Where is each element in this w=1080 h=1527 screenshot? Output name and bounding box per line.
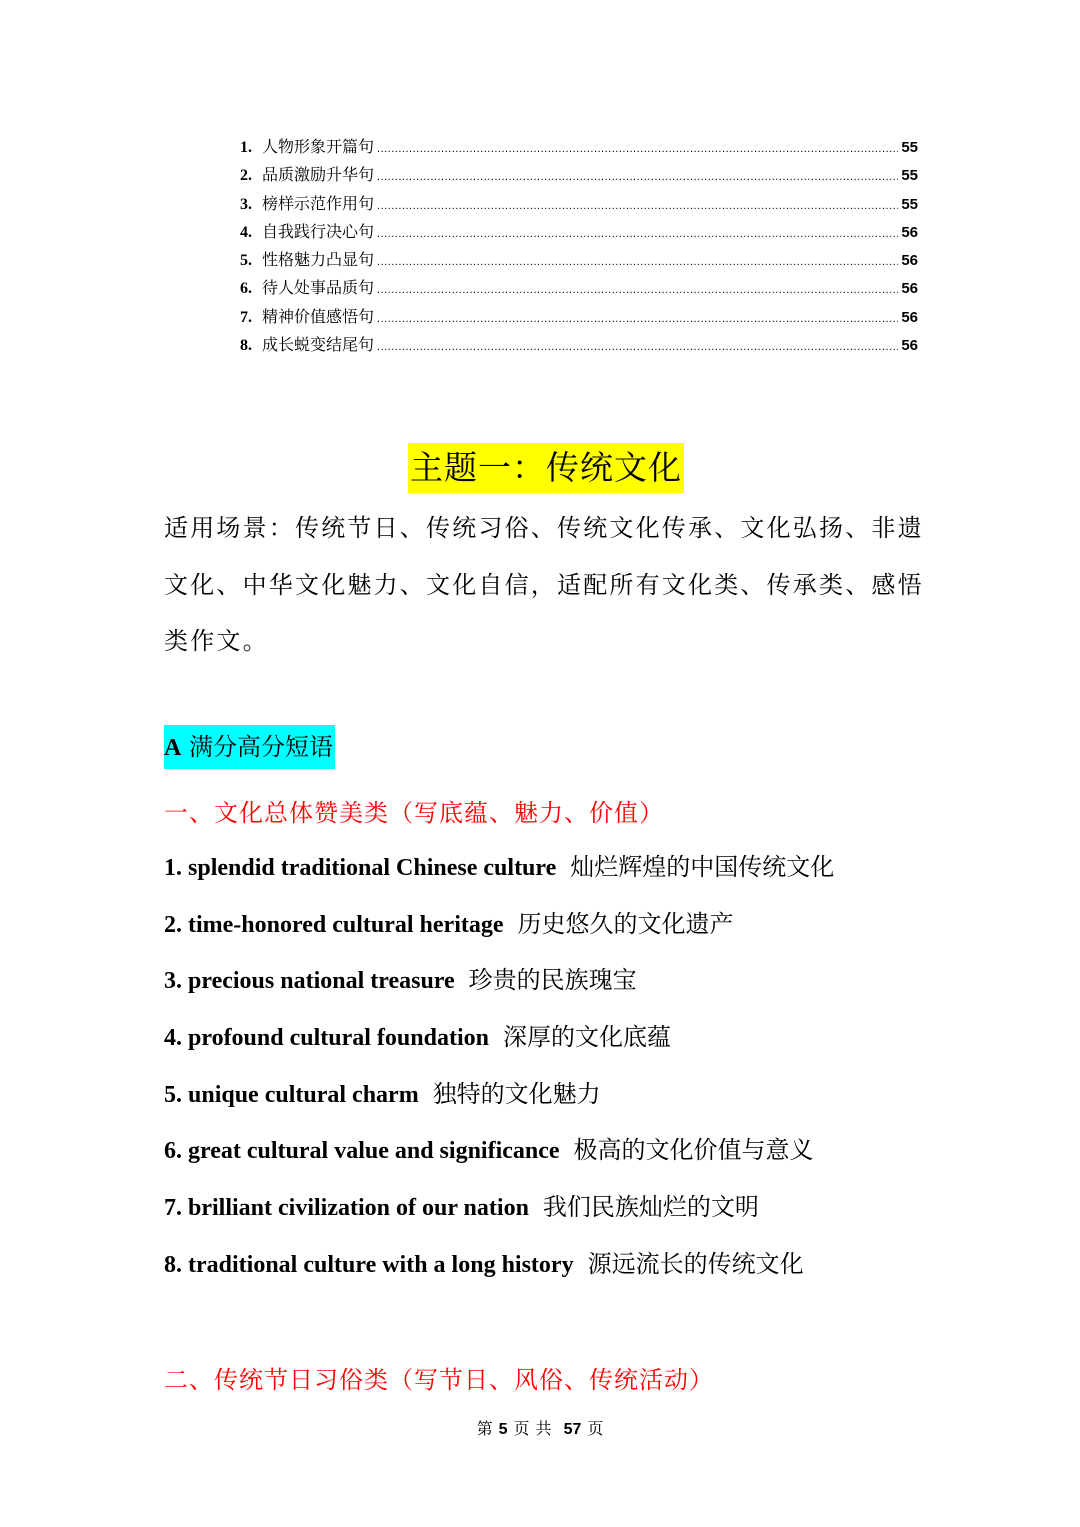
toc-entry[interactable] (240, 331, 918, 359)
toc-entry-title: 精神价值感悟句 (262, 306, 375, 326)
toc-entry-page: 55 (901, 139, 918, 156)
toc-dot-leader (377, 192, 898, 220)
phrase-item (164, 1189, 964, 1246)
phrase-chinese: 独特的文化魅力 (432, 1079, 601, 1108)
toc-entry-page: 56 (901, 223, 918, 241)
toc-dot-leader (377, 248, 898, 276)
phrase-chinese: 极高的文化价值与意义 (573, 1136, 814, 1165)
toc-entry-number: 4. (240, 223, 252, 241)
phrase-english: 1. splendid traditional Chinese culture (164, 855, 557, 881)
toc-dot-leader (377, 333, 898, 361)
toc-entry[interactable] (240, 133, 918, 161)
phrase-item (164, 1019, 964, 1076)
toc-entry-title: 人物形象开篇句 (262, 137, 375, 156)
toc-entry-number: 7. (240, 308, 252, 326)
footer-total-word: 共 (535, 1419, 552, 1438)
toc-entry-page: 56 (901, 280, 918, 298)
toc-entry-number: 6. (240, 280, 252, 298)
toc-entry-title: 品质激励升华句 (262, 165, 375, 185)
theme-heading: 主题一：传统文化 (408, 443, 684, 493)
footer-prefix: 第 (476, 1419, 493, 1438)
toc-entry-title: 自我践行决心句 (262, 221, 375, 241)
phrase-item (164, 1132, 964, 1189)
toc-dot-leader (377, 276, 898, 304)
phrase-item (164, 1246, 964, 1303)
toc-entry[interactable] (240, 190, 918, 218)
phrase-english: 5. unique cultural charm (164, 1081, 419, 1108)
phrase-english: 2. time-honored cultural heritage (164, 911, 504, 938)
category-heading-culture-praise: 一、文化总体赞美类（写底蕴、魅力、价值） (164, 799, 664, 827)
phrase-english: 4. profound cultural foundation (164, 1025, 489, 1052)
page-footer (0, 1416, 1080, 1439)
phrase-chinese: 深厚的文化底蕴 (502, 1023, 671, 1052)
phrase-chinese: 我们民族灿烂的文明 (542, 1193, 759, 1222)
toc-entry[interactable] (240, 218, 918, 246)
toc-entry[interactable] (240, 303, 918, 331)
table-of-contents (240, 133, 918, 359)
phrase-chinese: 源远流长的传统文化 (587, 1249, 804, 1278)
toc-entry-page: 56 (901, 308, 918, 326)
phrase-chinese: 灿烂辉煌的中国传统文化 (570, 853, 835, 881)
footer-page-word: 页 (513, 1419, 530, 1438)
section-a-letter: A (164, 735, 182, 761)
phrase-list (164, 849, 964, 1303)
toc-dot-leader (377, 135, 898, 163)
toc-entry-title: 榜样示范作用句 (262, 193, 375, 213)
toc-entry[interactable] (240, 246, 918, 274)
section-a-label: 满分高分短语 (181, 733, 333, 761)
phrase-item (164, 906, 964, 963)
phrase-english: 7. brilliant civilization of our nation (164, 1195, 529, 1222)
toc-entry-number: 1. (240, 139, 252, 156)
category-heading-festivals: 二、传统节日习俗类（写节日、风俗、传统活动） (164, 1366, 714, 1394)
toc-entry-page: 56 (901, 337, 918, 355)
toc-entry-page: 56 (901, 252, 918, 270)
phrase-item (164, 849, 964, 906)
toc-entry[interactable] (240, 274, 918, 302)
phrase-english: 3. precious national treasure (164, 968, 455, 995)
phrase-item (164, 1076, 964, 1133)
phrase-item (164, 962, 964, 1019)
toc-entry-title: 待人处事品质句 (262, 278, 375, 298)
phrase-english: 8. traditional culture with a long history (164, 1251, 574, 1278)
footer-suffix: 页 (587, 1419, 604, 1438)
toc-dot-leader (377, 305, 898, 333)
toc-dot-leader (377, 163, 898, 191)
phrase-chinese: 珍贵的民族瑰宝 (468, 966, 637, 995)
total-page-count: 57 (563, 1421, 582, 1438)
toc-entry-page: 55 (901, 167, 918, 185)
toc-entry-number: 2. (240, 167, 252, 185)
toc-entry-number: 8. (240, 337, 252, 355)
toc-entry-title: 成长蜕变结尾句 (262, 335, 375, 355)
toc-entry[interactable] (240, 161, 918, 189)
section-a-heading (164, 725, 335, 769)
current-page-number: 5 (498, 1421, 508, 1438)
applicable-scenes-paragraph: 适用场景：传统节日、传统习俗、传统文化传承、文化弘扬、非遗文化、中华文化魅力、文化自信，适配所有文化类、传承类、感悟类作文。 (164, 514, 924, 655)
phrase-english: 6. great cultural value and significance (164, 1138, 560, 1165)
toc-dot-leader (377, 220, 898, 248)
toc-entry-number: 3. (240, 195, 252, 213)
toc-entry-title: 性格魅力凸显句 (262, 250, 375, 270)
toc-entry-page: 55 (901, 195, 918, 213)
toc-entry-number: 5. (240, 252, 252, 270)
phrase-chinese: 历史悠久的文化遗产 (517, 909, 734, 938)
